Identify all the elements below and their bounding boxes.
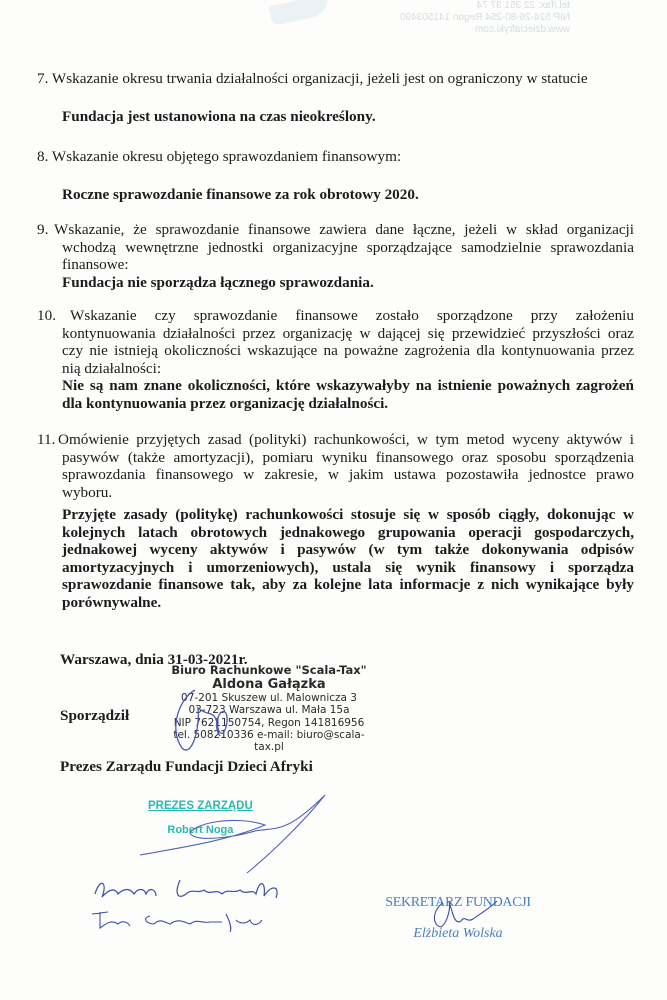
- section-8-answer: Roczne sprawozdanie finansowe za rok obrotowy 2020.: [62, 186, 419, 203]
- bleed-through-logo: [269, 0, 332, 26]
- prepared-by-label: Sporządził: [60, 707, 130, 724]
- bleed-through-letterhead: tel./fax: 22 351 37 74 NIP 524-26-80-254 Regon 141503490 www.dzieciafryki.com: [400, 0, 570, 35]
- section-9-answer: Fundacja nie sporządza łącznego sprawozdania.: [62, 273, 374, 291]
- section-11-number: 11.: [37, 431, 56, 448]
- accountant-stamp: Biuro Rachunkowe "Scala-Tax" Aldona Gałązka 07-201 Skuszew ul. Malownicza 3 03-723 Warszawa ul. Mała 15a NIP 7621150754, Regon 141816956 tel. 508210336 e-mail: biuro@scala-tax.pl: [171, 663, 367, 754]
- section-11-answer: Przyjęte zasady (politykę) rachunkowości stosuje się w sposób ciągły, dokonując w kolejnych latach obrotowych jednakowego grupowania operacji gospodarczych, jednakowej wyceny aktywów i pasywów (w tym także dokonywania odpisów amortyzacyjnych i umorzeniowych), ustala się wynik finansowy i sporządza sprawozdanie finansowe tak, aby za kolejne lata informacje z nich wynikające były porównywalne.: [62, 506, 634, 611]
- section-10-question: Wskazanie czy sprawozdanie finansowe zostało sporządzone przy założeniu kontynuowania działalności przez organizację w dającej się przewidzieć przyszłości oraz czy nie istnieją okoliczności wskazujące na poważne zagrożenia dla kontynuowania przez nią działalności: Nie są nam znane okoliczności, które wskazywałyby na istnienie poważnych zagrożeń dla kontynuowania przez organizację działalności.: [62, 307, 634, 412]
- section-7-answer: Fundacja jest ustanowiona na czas nieokreślony.: [62, 108, 376, 125]
- section-8-question: 8. Wskazanie okresu objętego sprawozdaniem finansowym:: [37, 148, 402, 165]
- section-9-question: Wskazanie, że sprawozdanie finansowe zawiera dane łączne, jeżeli w skład organizacji wchodzą wewnętrzne jednostki organizacyjne sporządzające samodzielnie sprawozdania finansowe: Fundacja nie sporządza łącznego sprawozdania.: [54, 221, 634, 291]
- secretary-stamp: SEKRETARZ FUNDACJI Elżbieta Wolska: [385, 895, 531, 941]
- accountant-signature-icon: [160, 688, 240, 758]
- section-9-number: 9.: [37, 221, 49, 238]
- section-10-answer-line-2: dla kontynuowania przez organizację działalności.: [62, 394, 389, 412]
- section-7-question: 7. Wskazanie okresu trwania działalności organizacji, jeżeli jest on ograniczony w statucie: [37, 70, 588, 87]
- board-label: Prezes Zarządu Fundacji Dzieci Afryki: [60, 758, 313, 775]
- secretary-signature-icon: [425, 895, 505, 935]
- section-10-number: 10.: [37, 307, 56, 324]
- section-11-question: Omówienie przyjętych zasad (polityki) rachunkowości, w tym metod wyceny aktywów i pasywów (także amortyzacji), pomiaru wyniku finansowego oraz sposobu sporządzenia sprawozdania finansowego w zakresie, w jakim ustawa pozostawiła jednostce prawo wyboru.: [58, 431, 634, 501]
- member-handwritten-signature-icon: [90, 872, 330, 932]
- president-signature-icon: [135, 795, 335, 880]
- president-stamp: PREZES ZARZĄDU Robert Noga: [148, 800, 253, 836]
- section-10-answer-line-1: Nie są nam znane okoliczności, które wskazywałyby na istnienie poważnych zagrożeń: [62, 377, 634, 394]
- place-date: Warszawa, dnia 31-03-2021r.: [60, 651, 248, 668]
